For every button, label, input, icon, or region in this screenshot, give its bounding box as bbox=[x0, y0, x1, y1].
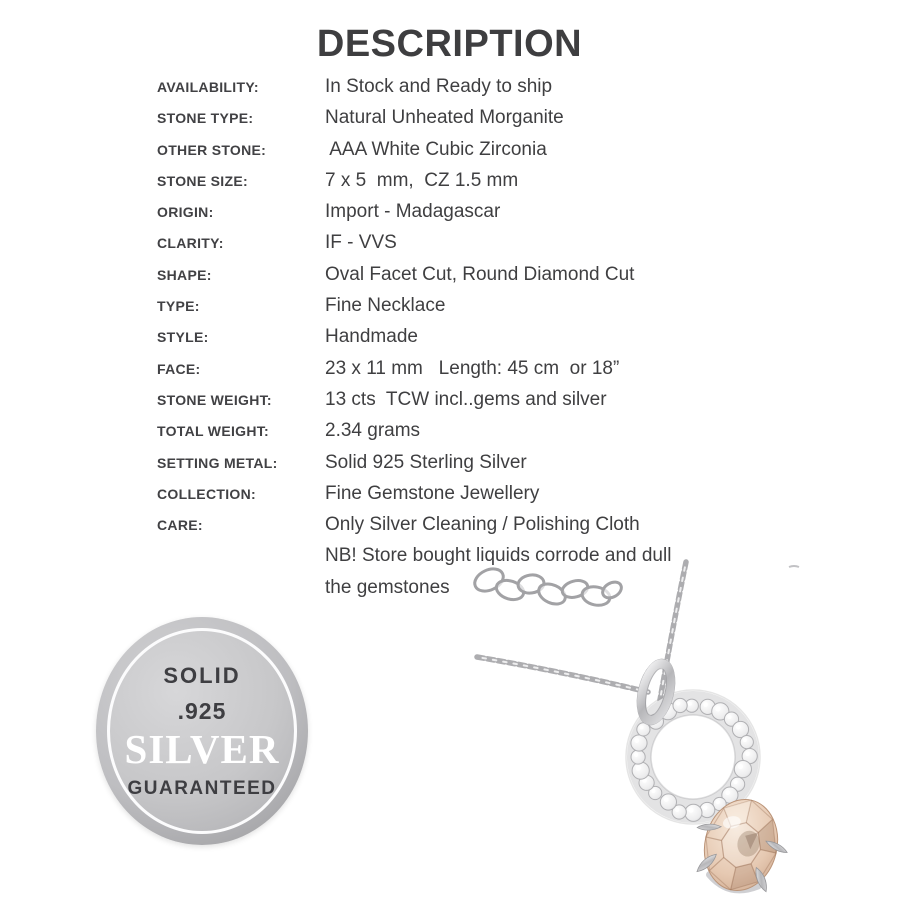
badge-line-silver: SILVER bbox=[124, 725, 280, 772]
page-title: DESCRIPTION bbox=[316, 23, 583, 65]
spec-label: ORIGIN: bbox=[157, 204, 214, 221]
spec-value: 23 x 11 mm Length: 45 cm or 18” bbox=[325, 357, 620, 379]
extender-chain-illustration bbox=[471, 565, 624, 608]
spec-label: CLARITY: bbox=[157, 235, 224, 252]
spec-label: TYPE: bbox=[157, 298, 200, 315]
badge-line-solid: SOLID bbox=[163, 662, 241, 688]
spec-value: AAA White Cubic Zirconia bbox=[325, 138, 547, 160]
chain-fragment bbox=[789, 566, 799, 567]
badge-line-925: .925 bbox=[177, 697, 227, 724]
spec-label: TOTAL WEIGHT: bbox=[157, 423, 270, 440]
spec-value: Only Silver Cleaning / Polishing Cloth bbox=[325, 514, 640, 536]
spec-value: 13 cts TCW incl..gems and silver bbox=[325, 388, 607, 410]
spec-label: FACE: bbox=[157, 360, 201, 377]
spec-value: 2.34 grams bbox=[325, 420, 421, 442]
spec-label: STONE TYPE: bbox=[157, 110, 254, 127]
spec-value: Fine Gemstone Jewellery bbox=[325, 482, 540, 504]
spec-label: SHAPE: bbox=[157, 266, 212, 283]
spec-value: Import - Madagascar bbox=[325, 201, 501, 223]
spec-label: AVAILABILITY: bbox=[157, 79, 259, 95]
spec-label: COLLECTION: bbox=[157, 485, 256, 502]
spec-value: In Stock and Ready to ship bbox=[325, 76, 553, 97]
spec-value: 7 x 5 mm, CZ 1.5 mm bbox=[325, 169, 519, 191]
spec-label: STONE SIZE: bbox=[157, 172, 248, 189]
spec-value: Solid 925 Sterling Silver bbox=[325, 451, 527, 473]
badge-text bbox=[96, 617, 308, 845]
badge-line-guaranteed: GUARANTEED bbox=[127, 777, 277, 799]
left-chain-illustration bbox=[477, 657, 648, 692]
spec-value: Handmade bbox=[325, 326, 418, 348]
spec-label: OTHER STONE: bbox=[157, 141, 267, 158]
spec-label: CARE: bbox=[157, 517, 203, 534]
silver-badge bbox=[96, 617, 308, 845]
spec-label: STONE WEIGHT: bbox=[157, 391, 272, 408]
spec-value: Fine Necklace bbox=[325, 295, 446, 317]
spec-label: STYLE: bbox=[157, 329, 209, 346]
spec-label: SETTING METAL: bbox=[157, 454, 278, 471]
spec-value: the gemstones bbox=[325, 576, 450, 598]
spec-value: NB! Store bought liquids corrode and dull bbox=[325, 545, 672, 567]
spec-value: IF - VVS bbox=[325, 232, 397, 254]
spec-value: Natural Unheated Morganite bbox=[325, 107, 564, 129]
spec-value: Oval Facet Cut, Round Diamond Cut bbox=[325, 263, 635, 285]
